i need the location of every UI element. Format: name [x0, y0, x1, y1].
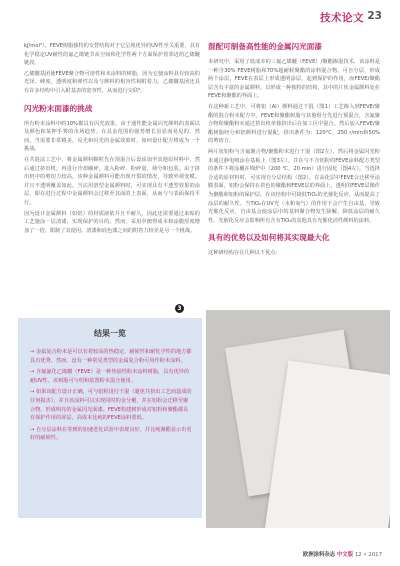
summary-list — [30, 348, 192, 446]
heading-advantages: 具有的优势以及如何将其实现最大化 — [208, 233, 330, 243]
summary-item: → 金属复合粉末是可以有着较高的热稳定、耐候性和耐化学性的地方都具有优秀。然而，没有一种常见类型的金属复合粉可用作粉末涂料。 — [30, 349, 192, 364]
summary-item: → 自分层涂料在等到的加速老化试验中表现良好，并比纯聚酯显示出更好的耐候性。 — [30, 426, 192, 442]
heading-blended-metallic-topcoat: 混配可制备高性能的金属闪光面漆 — [208, 42, 322, 51]
section-paragraph-2: 在共混法工艺中，将金属颜料颗粒先在预混合后设添加至其他原材料中，然后通过挤出机，再进行冷却碾碎，进入粉碎、粉碎量，筛分和包装。由于挤出机中的剪切力较高，该种金属颜料可能出现开裂的情况，导致外观变模。并且不透明覆盖如此。当沾用溶型金属颜料时，可实现具有不透型效果的涂层，即在进行过程中金属颜料会过移至其面的上表面，从而与与表面保持平行。 — [24, 156, 200, 206]
left-column — [24, 42, 200, 237]
figure-number-badge: 3 — [175, 304, 184, 313]
right-paragraph-2: 在这种新工艺中，可将铝（Al）颜料通过干混（图1）工艺掺入到FEVE/聚酯的混合粉末配方中。FEVE和聚酯树脂与其他组分先进行预混合，含氟聚合物和聚酯粉末通过挤出机单独挤出后在加工区中混合。然后加入FEVE/聚酯树脂经分和铝颜料进行混配，挤出条件为：120°C，250 r/min和50%的剪切力。 — [208, 103, 380, 145]
coated-panels-photo — [206, 310, 390, 528]
footer-edition: 中文版 — [336, 552, 354, 558]
section-paragraph-3: 因为设计金属颜料（如铝）的材质液依并且不耐久，因此还需要通过来贴的工艺施涂一层清漆，实现保护的目的。然而，采用中澳得成本和涂膜厚度增加了一倍，限制了其使用。清漆和底色漆之间的附着力较差是另一个挑战。 — [24, 210, 200, 234]
right-paragraph-3: 两片状铝粉与含氟聚合物/聚酯粉末进行干混（图2左），然后将金属闪光粉末通过静电喷涂在基板上（图3左）。并在与不含铝粉的FEVE涂料配方类型的条件下将涂覆在锦炉中（200 ℃，20 min）进行固化（图4左）。当选择合适的原材料时，可实现自分层结构（图2）。在高化层中FEVE会迁移至涂膜表面，铝粉会保持在着色的聚酯和FEVE层的界面上，透明的FEVE层像作为聚酯和铝粉的保护层，在该结构中可降低TiO₂的光催化反应，从而提高了涂层的耐久性。当TiO₂在UV光（水和氧气）的作用下会产生自由基，导致光催化反应，自由基会使涂层中的基料聚合物发生降解，降低涂层的耐久性。光催化反应会影响所有含有TiO₂的其他具有光催化活性颜料的涂料。 — [208, 148, 380, 224]
results-summary-box — [18, 318, 202, 518]
section-paragraph-1: 所有粉末涂料中约10%都具有闪光效果，由于通性能金属闪光颜料的表面以及颜色和某押手雾的市场趋势。在具金范围的强势增长虽显而易见的。然而，当需要非常精美，反光和闪光的金属效果时，如何设计配方将成为一个挑战。 — [24, 120, 200, 153]
summary-item: → 含氟氟化乙烯醚（FEVE）是一种热固性粉末涂料树脂，具有优异的耐UV性。该树脂可与绍和装置粉末混合使用。 — [30, 369, 190, 384]
footer-issue: 12 • 2017 — [354, 552, 382, 558]
right-paragraph-4: 这种研结构存在几种以下优点： — [208, 250, 281, 257]
heading-flash-powder-challenge: 闪光粉末面漆的挑战 — [24, 103, 93, 113]
right-paragraph-1: 本研究中，采用了低成本的三氟乙烯醚（FEVE）/聚酯掺混技术，该涂料是一种含30% FEVE树脂和70%超耐候聚酯的涂料混合物。可自分层，形成两个涂层，FEVE在表层上形成透明涂层，起到保护的作用，而FEVE/聚酯层含有丰富的金属颜料，以形成一种独特的结构，其中的片状金属颜料处在FEVE和聚酯的界面上。 — [208, 59, 380, 100]
right-column — [208, 42, 380, 260]
footer-journal: 欧洲涂料杂志 — [302, 552, 336, 558]
section-title: 技术论文 — [320, 12, 364, 24]
summary-title: 结果一览 — [94, 329, 126, 338]
intro-paragraph-2: 乙烯醚基团使FEVE聚合物可溶性和未涂料的树脂，因为它使涂料具有较高的光泽。硬度、透明度和弹性以及与颜料的相容性和附着力。乙烯醚基团还具有许多结构中引入附基表的宽容性，从而进行交联⁹。 — [24, 70, 200, 94]
intro-paragraph-1: kJ/mol²）。FEVE树脂独特的交替结构对于它呈现优异的UV性至关重要，具有化学稳定UV耐性的氟乙烯链节从空间和化学性两个方面保护着邻近的乙烯醚链段。 — [24, 43, 200, 67]
page-header — [0, 0, 400, 30]
page-number: 23 — [367, 10, 382, 22]
page-footer — [303, 550, 382, 558]
summary-item: → 如果该配方设计正确，可与铝粉进行干混（避免共挤出工艺而造成的任何损害），并且该涂料可以实现同时的金分覆，并在铝粉会迁移至聚合物。形成明亮的金属闪光面漆。FEVE构建树形成对铝粉和聚酯都具有保护作用的屏层，高成本比纯的FEVE涂料要低。 — [30, 389, 192, 422]
